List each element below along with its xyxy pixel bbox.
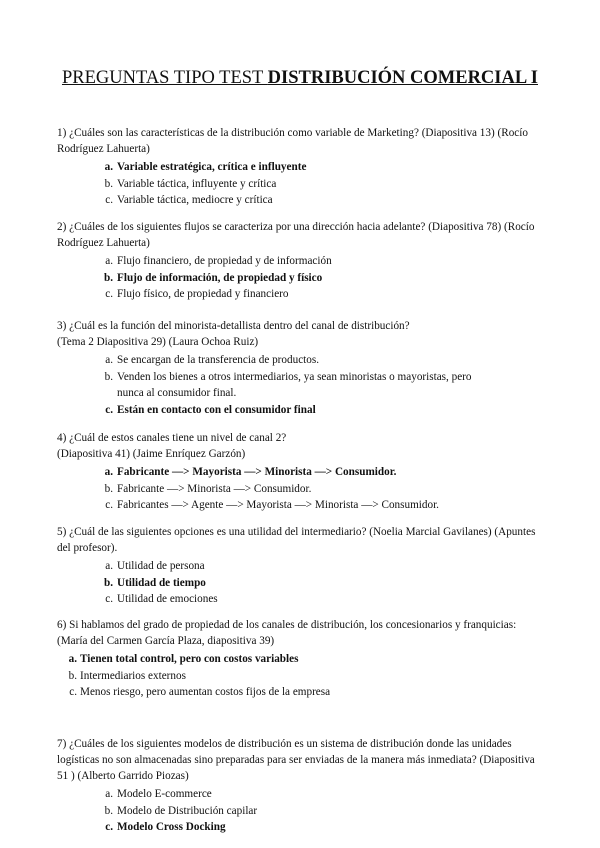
option-b: b. Venden los bienes a otros intermediarios, ya sean minoristas o mayoristas, pero nunca al consumidor final. xyxy=(104,370,472,399)
options-list xyxy=(57,786,547,836)
title-bold: DISTRIBUCIÓN COMERCIAL I xyxy=(267,68,538,88)
question-4 xyxy=(57,430,547,514)
options-list xyxy=(57,253,547,303)
option-c: c. Menos riesgo, pero aumentan costos fijos de la empresa xyxy=(69,686,331,698)
option-b: b. Utilidad de tiempo xyxy=(103,576,206,589)
option-a: a. Se encargan de la transferencia de productos. xyxy=(105,354,320,366)
option-c: c. Fabricantes —> Agente —> Mayorista —> Minorista —> Consumidor. xyxy=(105,499,439,511)
question-stem: 4) ¿Cuál de estos canales tiene un nivel de canal 2? xyxy=(57,432,287,444)
question-2 xyxy=(57,219,547,303)
question-stem: 3) ¿Cuál es la función del minorista-detallista dentro del canal de distribución? xyxy=(57,320,410,332)
document-title xyxy=(0,68,600,89)
question-stem: 7) ¿Cuáles de los siguientes modelos de distribución es un sistema de distribución donde las unidades logísticas no son almacenadas sino preparadas para ser enviadas de la manera más inmediata? (Diapositiva 51 ) (Alberto Garrido Piozas) xyxy=(57,738,535,782)
option-c: c. Utilidad de emociones xyxy=(105,593,218,605)
option-a: a. Variable estratégica, crítica e influyente xyxy=(104,161,307,173)
question-7 xyxy=(57,736,547,836)
options-list xyxy=(57,464,547,514)
option-b: b. Modelo de Distribución capilar xyxy=(104,804,258,817)
option-c: c. Están en contacto con el consumidor final xyxy=(105,403,316,416)
option-b: b. Fabricante —> Minorista —> Consumidor. xyxy=(104,482,312,495)
question-1 xyxy=(57,125,547,209)
option-c: c. Modelo Cross Docking xyxy=(105,821,226,833)
question-stem: 6) Si hablamos del grado de propiedad de los canales de distribución, los concesionarios y franquicias: (María del Carmen García Plaza, diapositiva 39) xyxy=(57,619,517,647)
option-c: c. Variable táctica, mediocre y crítica xyxy=(105,194,273,206)
options-list xyxy=(57,352,547,418)
option-a: a. Flujo financiero, de propiedad y de información xyxy=(105,255,332,267)
question-6 xyxy=(57,617,547,701)
options-list xyxy=(57,651,547,701)
option-b: b. Intermediarios externos xyxy=(68,669,186,682)
option-b: b. Variable táctica, influyente y crítica xyxy=(104,177,277,190)
options-list xyxy=(57,558,547,608)
question-stem: 5) ¿Cuál de las siguientes opciones es una utilidad del intermediario? (Noelia Marcial Gavilanes) (Apuntes del profesor). xyxy=(57,526,536,554)
option-a: a. Tienen total control, pero con costos variables xyxy=(68,653,299,665)
option-a: a. Fabricante —> Mayorista —> Minorista —> Consumidor. xyxy=(104,466,397,478)
question-source: (Tema 2 Diapositiva 29) (Laura Ochoa Ruiz) xyxy=(57,336,259,348)
option-a: a. Modelo E-commerce xyxy=(105,788,212,800)
question-stem: 1) ¿Cuáles son las características de la distribución como variable de Marketing? (Diapositiva 13) (Rocío Rodríguez Lahuerta) xyxy=(57,127,528,155)
question-stem: 2) ¿Cuáles de los siguientes flujos se caracteriza por una dirección hacia adelante? (Diapositiva 78) (Rocío Rodríguez Lahuerta) xyxy=(57,221,535,249)
option-b: b. Flujo de información, de propiedad y físico xyxy=(103,271,323,284)
title-prefix: PREGUNTAS TIPO TEST xyxy=(61,68,268,88)
option-c: c. Flujo físico, de propiedad y financiero xyxy=(105,288,289,300)
option-a: a. Utilidad de persona xyxy=(105,560,205,572)
options-list xyxy=(57,159,547,209)
question-source: (Diapositiva 41) (Jaime Enríquez Garzón) xyxy=(57,448,246,460)
question-3 xyxy=(57,318,547,418)
question-5 xyxy=(57,524,547,608)
